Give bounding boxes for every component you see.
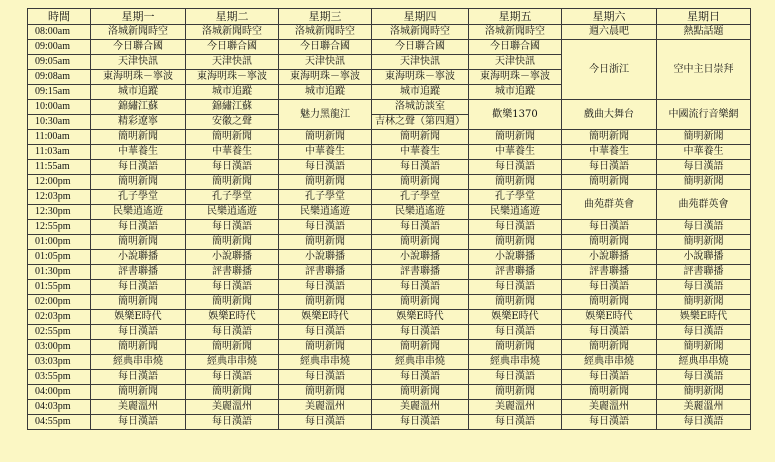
program-cell: 美麗溫州 xyxy=(279,400,372,415)
time-cell: 03:55pm xyxy=(28,370,91,385)
time-cell: 03:00pm xyxy=(28,340,91,355)
table-row xyxy=(28,160,751,175)
table-row xyxy=(28,190,751,205)
program-cell: 民樂逍遙遊 xyxy=(279,205,372,220)
program-cell: 每日漢語 xyxy=(279,325,372,340)
table-row xyxy=(28,280,751,295)
program-cell: 娛樂E時代 xyxy=(657,310,751,325)
time-cell: 01:00pm xyxy=(28,235,91,250)
header-saturday: 星期六 xyxy=(562,9,657,25)
program-cell: 簡明新聞 xyxy=(186,130,279,145)
program-cell: 簡明新聞 xyxy=(91,340,186,355)
program-cell: 曲苑群英會 xyxy=(562,190,657,220)
program-cell: 每日漢語 xyxy=(372,280,469,295)
program-cell: 洛城新聞時空 xyxy=(91,25,186,40)
program-cell: 簡明新聞 xyxy=(469,295,562,310)
program-cell: 中國流行音樂網 xyxy=(657,100,751,130)
program-cell: 民樂逍遙遊 xyxy=(372,205,469,220)
program-cell: 小說聯播 xyxy=(279,250,372,265)
table-row xyxy=(28,145,751,160)
program-cell: 每日漢語 xyxy=(657,220,751,235)
program-cell: 小說聯播 xyxy=(91,250,186,265)
program-cell: 每日漢語 xyxy=(91,280,186,295)
program-cell: 每日漢語 xyxy=(469,370,562,385)
time-cell: 04:00pm xyxy=(28,385,91,400)
program-cell: 簡明新聞 xyxy=(91,295,186,310)
program-cell: 孔子學堂 xyxy=(372,190,469,205)
program-cell: 簡明新聞 xyxy=(372,385,469,400)
program-cell: 民樂逍遙遊 xyxy=(186,205,279,220)
program-cell: 每日漢語 xyxy=(657,415,751,430)
program-cell: 娛樂E時代 xyxy=(186,310,279,325)
program-cell: 孔子學堂 xyxy=(279,190,372,205)
program-cell: 娛樂E時代 xyxy=(279,310,372,325)
program-cell: 簡明新聞 xyxy=(372,235,469,250)
table-row xyxy=(28,385,751,400)
time-cell: 02:03pm xyxy=(28,310,91,325)
program-cell: 簡明新聞 xyxy=(186,295,279,310)
program-cell: 簡明新聞 xyxy=(469,340,562,355)
program-cell: 城市追蹤 xyxy=(372,85,469,100)
program-cell: 美麗溫州 xyxy=(186,400,279,415)
program-cell: 簡明新聞 xyxy=(562,130,657,145)
program-cell: 城市追蹤 xyxy=(469,85,562,100)
time-cell: 10:00am xyxy=(28,100,91,115)
program-cell: 娛樂E時代 xyxy=(469,310,562,325)
program-cell: 簡明新聞 xyxy=(469,175,562,190)
program-cell: 精彩遼寧 xyxy=(91,115,186,130)
time-cell: 02:00pm xyxy=(28,295,91,310)
program-cell: 東海明珠－寧波 xyxy=(186,70,279,85)
table-row xyxy=(28,100,751,115)
table-row xyxy=(28,415,751,430)
table-row xyxy=(28,340,751,355)
time-cell: 04:55pm xyxy=(28,415,91,430)
program-cell: 美麗溫州 xyxy=(91,400,186,415)
program-cell: 每日漢語 xyxy=(186,415,279,430)
program-cell: 每日漢語 xyxy=(186,160,279,175)
program-cell: 每日漢語 xyxy=(372,220,469,235)
program-cell: 簡明新聞 xyxy=(372,175,469,190)
program-cell: 今日聯合國 xyxy=(279,40,372,55)
program-cell: 每日漢語 xyxy=(186,325,279,340)
program-cell: 每日漢語 xyxy=(469,415,562,430)
program-cell: 小說聯播 xyxy=(469,250,562,265)
program-cell: 小說聯播 xyxy=(372,250,469,265)
time-cell: 12:30pm xyxy=(28,205,91,220)
program-cell: 戲曲大舞台 xyxy=(562,100,657,130)
program-cell: 每日漢語 xyxy=(469,280,562,295)
time-cell: 01:55pm xyxy=(28,280,91,295)
program-cell: 簡明新聞 xyxy=(562,340,657,355)
program-cell: 簡明新聞 xyxy=(562,175,657,190)
time-cell: 09:15am xyxy=(28,85,91,100)
program-cell: 評書聯播 xyxy=(469,265,562,280)
program-cell: 中華養生 xyxy=(562,145,657,160)
program-cell: 娛樂E時代 xyxy=(91,310,186,325)
table-row xyxy=(28,175,751,190)
header-wednesday: 星期三 xyxy=(279,9,372,25)
program-cell: 洛城新聞時空 xyxy=(469,25,562,40)
program-cell: 東海明珠－寧波 xyxy=(469,70,562,85)
table-row xyxy=(28,355,751,370)
program-cell: 小說聯播 xyxy=(562,250,657,265)
time-cell: 10:30am xyxy=(28,115,91,130)
program-cell: 吉林之聲（第四週） xyxy=(372,115,469,130)
header-sunday: 星期日 xyxy=(657,9,751,25)
program-cell: 簡明新聞 xyxy=(372,130,469,145)
program-cell: 美麗溫州 xyxy=(372,400,469,415)
program-cell: 洛城訪談室 xyxy=(372,100,469,115)
program-cell: 經典串串燒 xyxy=(657,355,751,370)
program-cell: 簡明新聞 xyxy=(91,235,186,250)
program-cell: 今日聯合國 xyxy=(372,40,469,55)
program-cell: 簡明新聞 xyxy=(186,175,279,190)
program-cell: 評書聯播 xyxy=(186,265,279,280)
program-cell: 簡明新聞 xyxy=(279,235,372,250)
program-cell: 簡明新聞 xyxy=(186,235,279,250)
time-cell: 11:55am xyxy=(28,160,91,175)
program-cell: 經典串串燒 xyxy=(91,355,186,370)
program-cell: 美麗溫州 xyxy=(562,400,657,415)
program-cell: 城市追蹤 xyxy=(186,85,279,100)
program-cell: 每日漢語 xyxy=(91,325,186,340)
program-cell: 每日漢語 xyxy=(372,325,469,340)
header-row xyxy=(28,9,751,25)
program-cell: 簡明新聞 xyxy=(657,340,751,355)
program-cell: 簡明新聞 xyxy=(372,295,469,310)
program-cell: 簡明新聞 xyxy=(562,385,657,400)
program-cell: 簡明新聞 xyxy=(469,385,562,400)
program-cell: 每日漢語 xyxy=(279,160,372,175)
program-cell: 中華養生 xyxy=(91,145,186,160)
table-row xyxy=(28,220,751,235)
program-cell: 經典串串燒 xyxy=(372,355,469,370)
program-cell: 經典串串燒 xyxy=(562,355,657,370)
program-cell: 天津快訊 xyxy=(279,55,372,70)
header-monday: 星期一 xyxy=(91,9,186,25)
program-cell: 每日漢語 xyxy=(657,160,751,175)
program-cell: 每日漢語 xyxy=(91,415,186,430)
program-cell: 孔子學堂 xyxy=(469,190,562,205)
program-cell: 簡明新聞 xyxy=(186,385,279,400)
program-cell: 經典串串燒 xyxy=(469,355,562,370)
time-cell: 03:03pm xyxy=(28,355,91,370)
program-cell: 經典串串燒 xyxy=(186,355,279,370)
program-cell: 每日漢語 xyxy=(562,280,657,295)
program-cell: 簡明新聞 xyxy=(562,235,657,250)
program-cell: 天津快訊 xyxy=(372,55,469,70)
program-cell: 小說聯播 xyxy=(186,250,279,265)
program-cell: 簡明新聞 xyxy=(469,130,562,145)
table-row xyxy=(28,265,751,280)
time-cell: 09:05am xyxy=(28,55,91,70)
program-cell: 孔子學堂 xyxy=(186,190,279,205)
table-row xyxy=(28,25,751,40)
program-cell: 今日浙江 xyxy=(562,40,657,100)
header-time: 時間 xyxy=(28,9,91,25)
program-cell: 簡明新聞 xyxy=(279,340,372,355)
time-cell: 02:55pm xyxy=(28,325,91,340)
program-cell: 中華養生 xyxy=(469,145,562,160)
schedule-body xyxy=(28,25,751,430)
program-cell: 每日漢語 xyxy=(562,370,657,385)
program-cell: 簡明新聞 xyxy=(279,295,372,310)
program-cell: 每日漢語 xyxy=(279,415,372,430)
program-cell: 每日漢語 xyxy=(186,370,279,385)
table-row xyxy=(28,40,751,55)
time-cell: 09:00am xyxy=(28,40,91,55)
program-cell: 簡明新聞 xyxy=(91,175,186,190)
program-cell: 簡明新聞 xyxy=(657,235,751,250)
table-row xyxy=(28,400,751,415)
program-cell: 小說聯播 xyxy=(657,250,751,265)
time-cell: 12:00pm xyxy=(28,175,91,190)
program-cell: 評書聯播 xyxy=(657,265,751,280)
program-cell: 魅力黑龍江 xyxy=(279,100,372,130)
program-cell: 洛城新聞時空 xyxy=(186,25,279,40)
program-cell: 每日漢語 xyxy=(469,220,562,235)
program-cell: 簡明新聞 xyxy=(657,295,751,310)
program-cell: 中華養生 xyxy=(186,145,279,160)
program-cell: 中華養生 xyxy=(279,145,372,160)
program-cell: 每日漢語 xyxy=(657,370,751,385)
program-cell: 美麗溫州 xyxy=(657,400,751,415)
schedule-container xyxy=(27,8,751,430)
program-cell: 娛樂E時代 xyxy=(372,310,469,325)
header-tuesday: 星期二 xyxy=(186,9,279,25)
program-cell: 簡明新聞 xyxy=(91,385,186,400)
time-cell: 04:03pm xyxy=(28,400,91,415)
table-row xyxy=(28,370,751,385)
program-cell: 每日漢語 xyxy=(372,160,469,175)
program-cell: 美麗溫州 xyxy=(469,400,562,415)
program-cell: 簡明新聞 xyxy=(469,235,562,250)
program-cell: 每日漢語 xyxy=(279,370,372,385)
time-cell: 01:05pm xyxy=(28,250,91,265)
program-cell: 天津快訊 xyxy=(91,55,186,70)
program-cell: 娛樂E時代 xyxy=(562,310,657,325)
program-cell: 每日漢語 xyxy=(91,160,186,175)
program-cell: 評書聯播 xyxy=(372,265,469,280)
program-cell: 簡明新聞 xyxy=(279,175,372,190)
table-row xyxy=(28,325,751,340)
program-cell: 今日聯合國 xyxy=(91,40,186,55)
program-cell: 評書聯播 xyxy=(279,265,372,280)
program-cell: 簡明新聞 xyxy=(372,340,469,355)
program-cell: 每日漢語 xyxy=(562,160,657,175)
program-cell: 簡明新聞 xyxy=(186,340,279,355)
table-row xyxy=(28,295,751,310)
time-cell: 12:03pm xyxy=(28,190,91,205)
time-cell: 01:30pm xyxy=(28,265,91,280)
program-cell: 歡樂1370 xyxy=(469,100,562,130)
program-cell: 每日漢語 xyxy=(279,280,372,295)
program-cell: 今日聯合國 xyxy=(186,40,279,55)
program-cell: 中華養生 xyxy=(372,145,469,160)
program-cell: 週六晨吧 xyxy=(562,25,657,40)
time-cell: 09:08am xyxy=(28,70,91,85)
program-cell: 熱點話題 xyxy=(657,25,751,40)
header-friday: 星期五 xyxy=(469,9,562,25)
table-row xyxy=(28,310,751,325)
program-cell: 簡明新聞 xyxy=(657,385,751,400)
program-cell: 簡明新聞 xyxy=(657,175,751,190)
program-cell: 每日漢語 xyxy=(186,280,279,295)
program-cell: 洛城新聞時空 xyxy=(372,25,469,40)
header-thursday: 星期四 xyxy=(372,9,469,25)
program-cell: 每日漢語 xyxy=(469,325,562,340)
program-cell: 簡明新聞 xyxy=(91,130,186,145)
program-cell: 天津快訊 xyxy=(186,55,279,70)
program-schedule-table xyxy=(27,8,751,430)
program-cell: 空中主日崇拜 xyxy=(657,40,751,100)
time-cell: 12:55pm xyxy=(28,220,91,235)
program-cell: 簡明新聞 xyxy=(562,295,657,310)
program-cell: 每日漢語 xyxy=(469,160,562,175)
program-cell: 城市追蹤 xyxy=(279,85,372,100)
program-cell: 每日漢語 xyxy=(657,280,751,295)
program-cell: 每日漢語 xyxy=(91,370,186,385)
program-cell: 每日漢語 xyxy=(562,415,657,430)
program-cell: 每日漢語 xyxy=(562,220,657,235)
program-cell: 經典串串燒 xyxy=(279,355,372,370)
time-cell: 11:03am xyxy=(28,145,91,160)
program-cell: 每日漢語 xyxy=(372,415,469,430)
program-cell: 今日聯合國 xyxy=(469,40,562,55)
program-cell: 天津快訊 xyxy=(469,55,562,70)
program-cell: 曲苑群英會 xyxy=(657,190,751,220)
program-cell: 每日漢語 xyxy=(91,220,186,235)
time-cell: 11:00am xyxy=(28,130,91,145)
program-cell: 簡明新聞 xyxy=(657,130,751,145)
program-cell: 評書聯播 xyxy=(91,265,186,280)
program-cell: 東海明珠－寧波 xyxy=(372,70,469,85)
program-cell: 東海明珠－寧波 xyxy=(91,70,186,85)
program-cell: 民樂逍遙遊 xyxy=(91,205,186,220)
program-cell: 簡明新聞 xyxy=(279,130,372,145)
program-cell: 每日漢語 xyxy=(372,370,469,385)
program-cell: 每日漢語 xyxy=(186,220,279,235)
program-cell: 每日漢語 xyxy=(657,325,751,340)
table-row xyxy=(28,130,751,145)
program-cell: 孔子學堂 xyxy=(91,190,186,205)
program-cell: 錦繡江蘇 xyxy=(186,100,279,115)
program-cell: 每日漢語 xyxy=(562,325,657,340)
program-cell: 每日漢語 xyxy=(279,220,372,235)
program-cell: 錦繡江蘇 xyxy=(91,100,186,115)
table-row xyxy=(28,235,751,250)
program-cell: 東海明珠－寧波 xyxy=(279,70,372,85)
program-cell: 簡明新聞 xyxy=(279,385,372,400)
program-cell: 評書聯播 xyxy=(562,265,657,280)
program-cell: 洛城新聞時空 xyxy=(279,25,372,40)
program-cell: 城市追蹤 xyxy=(91,85,186,100)
program-cell: 民樂逍遙遊 xyxy=(469,205,562,220)
program-cell: 安徽之聲 xyxy=(186,115,279,130)
table-row xyxy=(28,250,751,265)
time-cell: 08:00am xyxy=(28,25,91,40)
program-cell: 中華養生 xyxy=(657,145,751,160)
